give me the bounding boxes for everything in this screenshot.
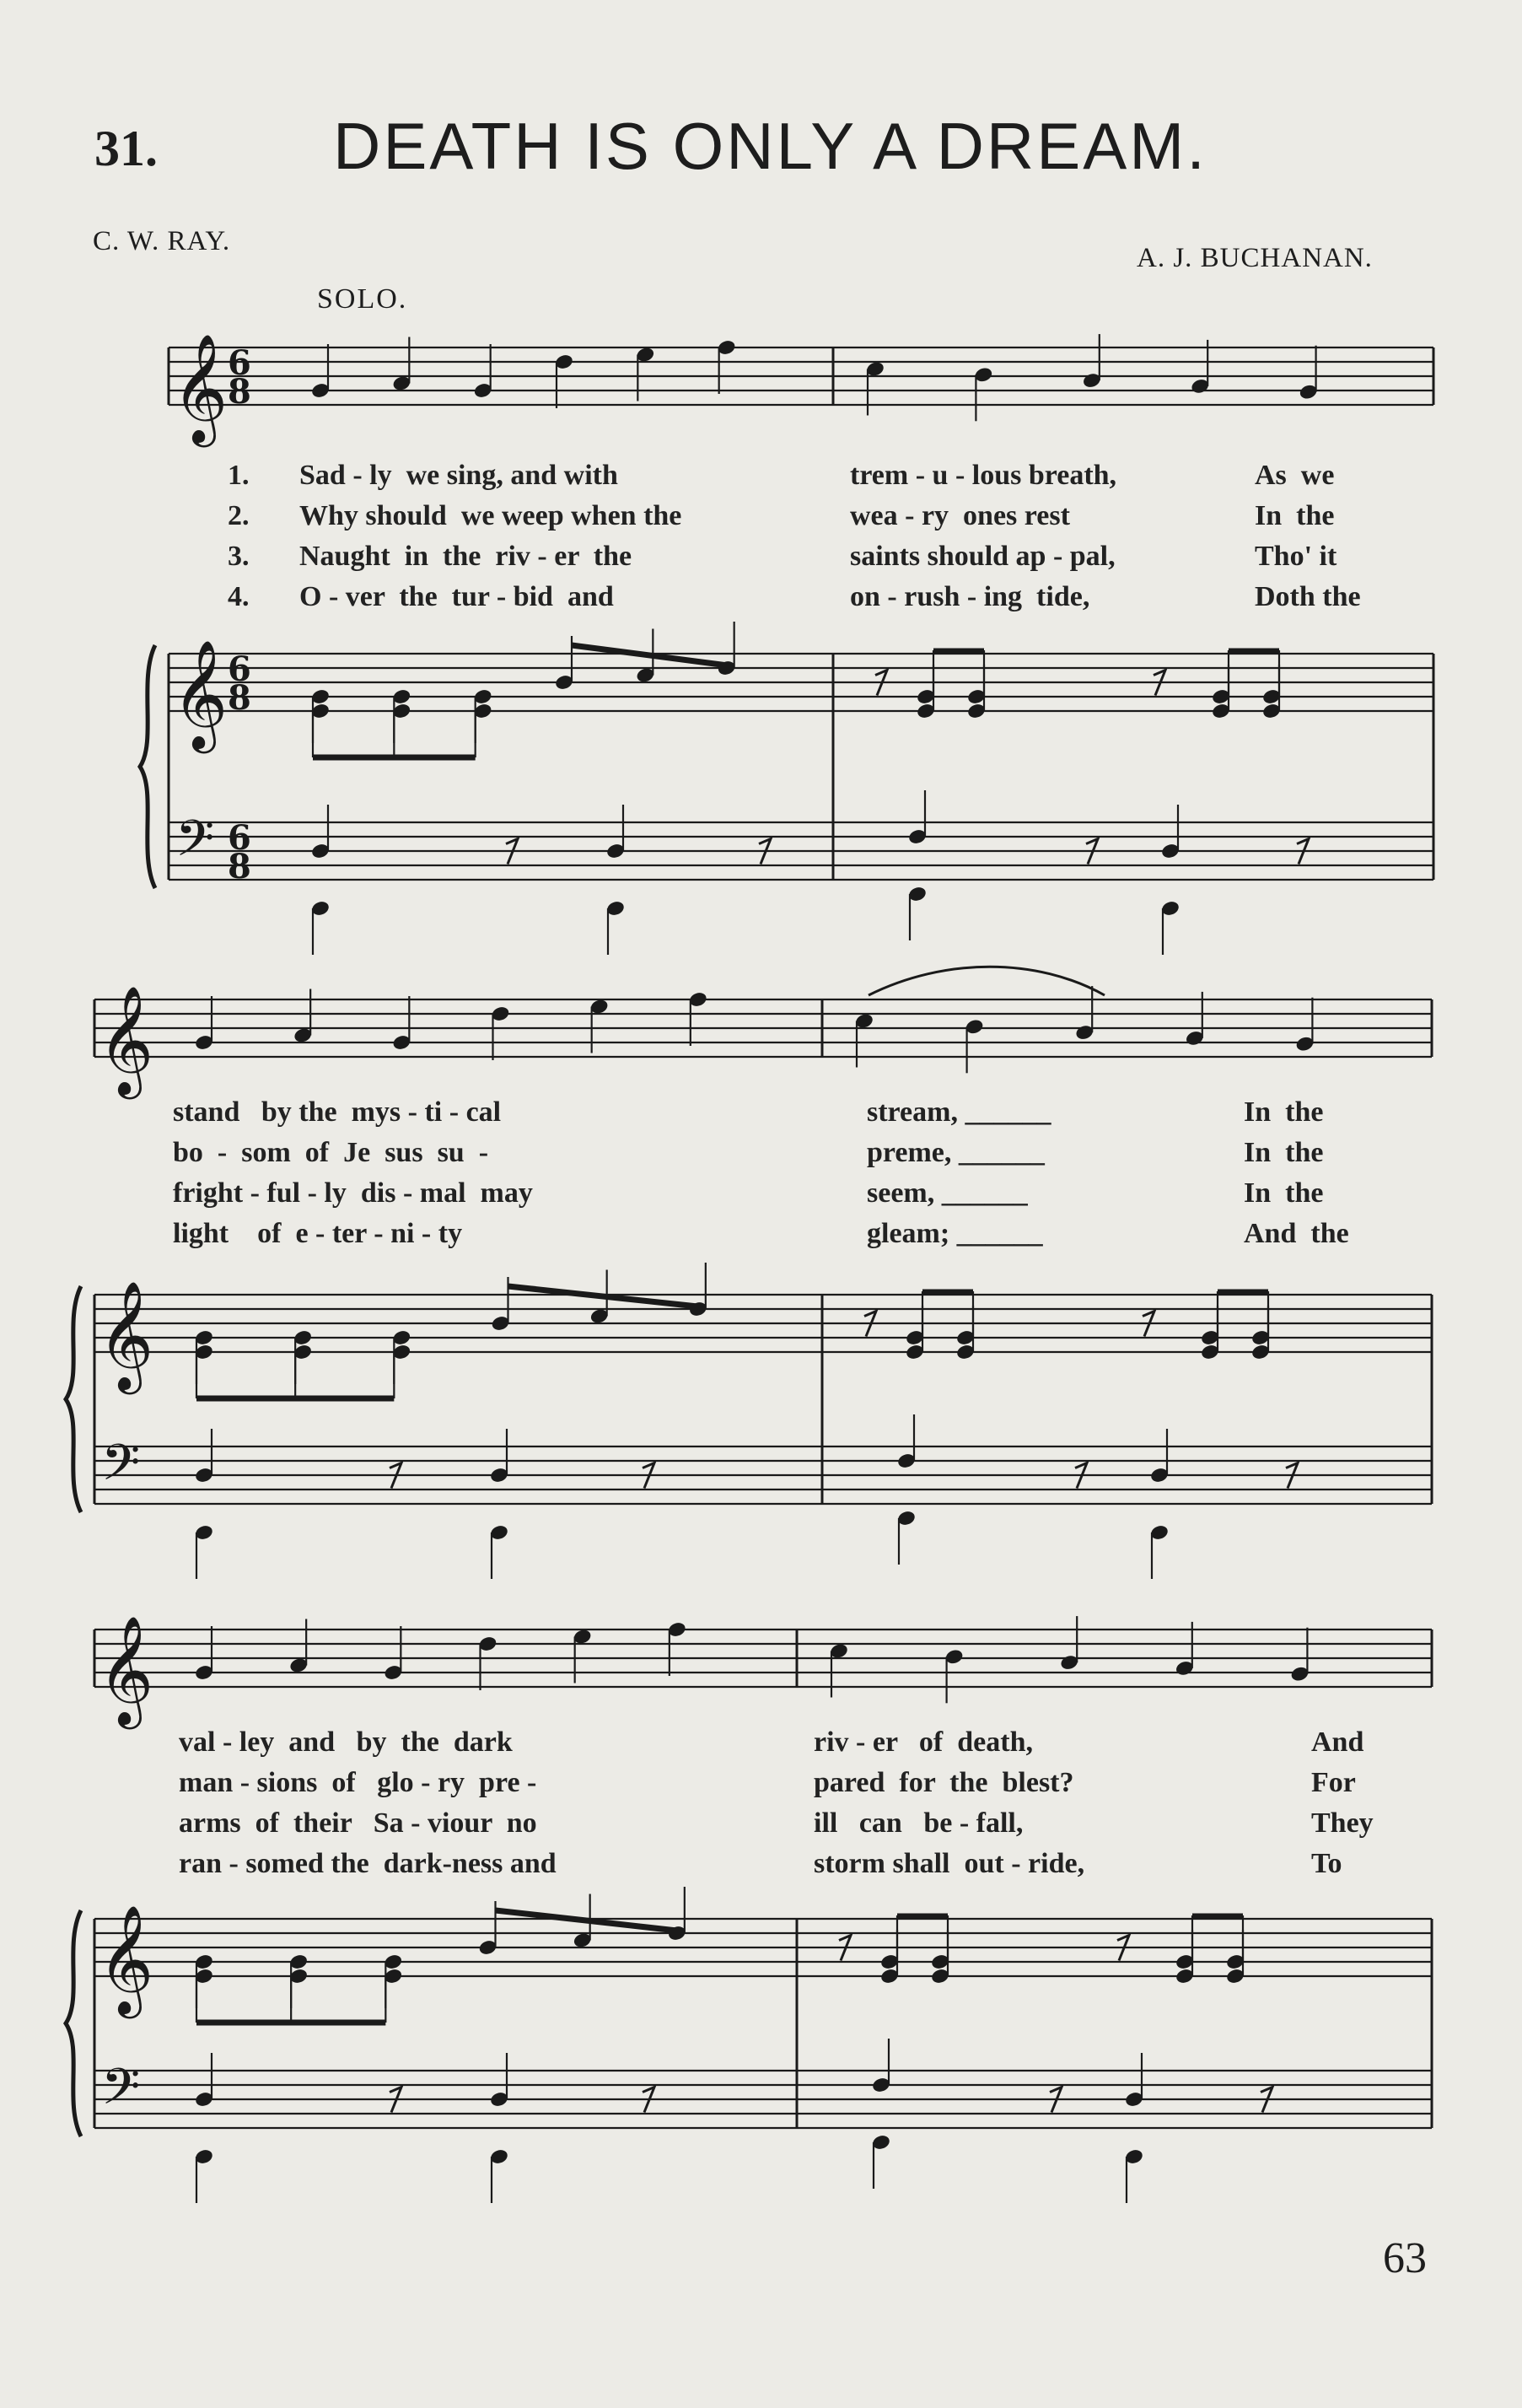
system-1-voice-time-sig-bottom: 8 [228,372,251,412]
lyric-measure-2: stream, ______ [867,1096,1051,1128]
lyric-measure-2: trem - u - lous breath, [850,460,1117,491]
lyric-measure-2: wea - ry ones rest [850,500,1070,531]
verse-number: 2. [228,500,250,531]
lyric-pickup: And the [1244,1218,1349,1249]
lyric-measure-1: arms of their Sa - viour no [179,1807,537,1839]
lyric-pickup: Tho' it [1255,541,1337,572]
lyric-pickup: In the [1244,1137,1324,1168]
lyric-measure-1: Why should we weep when the [299,500,682,531]
system-2-piano-bass-clef: 𝄢 [101,1433,141,1504]
composer-credit: A. J. BUCHANAN. [1137,243,1373,273]
lyric-measure-1: val - ley and by the dark [179,1727,513,1758]
system-1-piano-treble-clef: 𝄞 [172,639,229,749]
solo-label: SOLO. [317,283,408,315]
lyric-measure-1: Sad - ly we sing, and with [299,460,618,491]
system-2-voice-treble-clef: 𝄞 [98,985,154,1095]
lyric-measure-2: saints should ap - pal, [850,541,1116,572]
system-3-piano-treble-clef: 𝄞 [98,1904,154,2014]
lyric-measure-2: riv - er of death, [814,1727,1033,1758]
lyric-measure-2: seem, ______ [867,1177,1028,1209]
lyricist-credit: C. W. RAY. [93,226,231,256]
hymn-title: DEATH IS ONLY A DREAM. [333,109,1207,183]
system-1-piano-bass-time-sig-bottom: 8 [228,847,251,886]
hymn-number: 31. [94,121,158,176]
lyric-measure-1: light of e - ter - ni - ty [173,1218,463,1249]
lyric-pickup: For [1311,1767,1356,1798]
verse-number: 3. [228,541,250,572]
system-1-piano-brace [140,645,155,888]
lyric-measure-2: gleam; ______ [867,1218,1043,1249]
system-1-voice-time-sig-top: 6 [228,343,251,383]
lyric-measure-2: storm shall out - ride, [814,1848,1085,1879]
lyric-pickup: They [1311,1807,1374,1839]
lyric-pickup: In the [1244,1096,1324,1128]
lyric-measure-2: pared for the blest? [814,1767,1074,1798]
page-number: 63 [1383,2234,1427,2282]
system-1-piano-treble-time-sig-bottom: 8 [228,678,251,718]
verse-number: 1. [228,460,250,491]
system-3-piano-bass-clef: 𝄢 [101,2057,141,2128]
lyric-pickup: Doth the [1255,581,1361,612]
verse-number: 4. [228,581,250,612]
lyric-measure-2: on - rush - ing tide, [850,581,1090,612]
system-3-piano-brace [66,1910,81,2136]
lyric-pickup: In the [1244,1177,1324,1209]
lyric-measure-2: ill can be - fall, [814,1807,1024,1839]
system-1-piano-bass-clef: 𝄢 [175,809,215,880]
system-3-voice-treble-clef: 𝄞 [98,1615,154,1725]
lyric-pickup: In the [1255,500,1335,531]
system-1-piano-treble-time-sig-top: 6 [228,649,251,689]
lyric-pickup: And [1311,1727,1364,1758]
lyric-pickup: To [1311,1848,1342,1879]
lyric-measure-1: stand by the mys - ti - cal [173,1096,502,1128]
lyric-measure-1: fright - ful - ly dis - mal may [173,1177,533,1209]
lyric-measure-1: O - ver the tur - bid and [299,581,614,612]
system-2-piano-brace [66,1286,81,1512]
system-1-piano-bass-time-sig-top: 6 [228,818,251,858]
tie-arc [869,967,1105,995]
system-1-voice-treble-clef: 𝄞 [172,333,229,443]
lyric-measure-1: bo - som of Je sus su - [173,1137,489,1168]
lyric-measure-1: man - sions of glo - ry pre - [179,1767,537,1798]
lyric-measure-1: ran - somed the dark-ness and [179,1848,557,1879]
lyric-pickup: As we [1255,460,1335,491]
lyric-measure-2: preme, ______ [867,1137,1045,1168]
system-2-piano-treble-clef: 𝄞 [98,1280,154,1390]
lyric-measure-1: Naught in the riv - er the [299,541,632,572]
